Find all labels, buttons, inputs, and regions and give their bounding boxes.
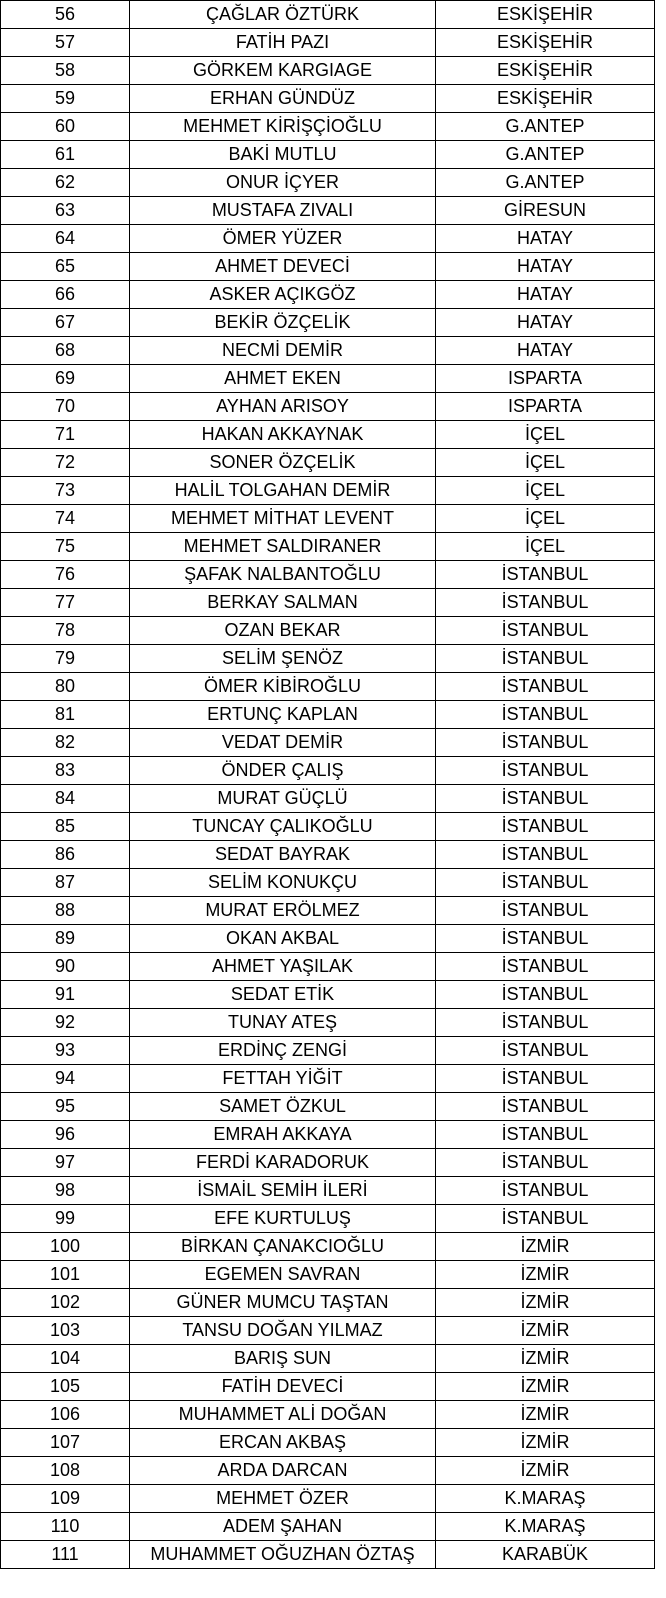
city-cell: K.MARAŞ [436, 1485, 655, 1513]
name-cell: ÖMER KİBİROĞLU [130, 673, 436, 701]
table-row [1, 1177, 655, 1205]
row-number-cell: 94 [1, 1065, 130, 1093]
row-number-cell: 67 [1, 309, 130, 337]
table-row [1, 1149, 655, 1177]
name-cell: FERDİ KARADORUK [130, 1149, 436, 1177]
city-cell: İSTANBUL [436, 813, 655, 841]
table-row [1, 421, 655, 449]
row-number-cell: 86 [1, 841, 130, 869]
name-cell: GÖRKEM KARGIAGE [130, 57, 436, 85]
table-row [1, 701, 655, 729]
name-cell: ADEM ŞAHAN [130, 1513, 436, 1541]
table-row [1, 1513, 655, 1541]
row-number-cell: 97 [1, 1149, 130, 1177]
table-row [1, 337, 655, 365]
row-number-cell: 79 [1, 645, 130, 673]
city-cell: İSTANBUL [436, 1149, 655, 1177]
name-cell: FATİH DEVECİ [130, 1373, 436, 1401]
name-cell: MUHAMMET OĞUZHAN ÖZTAŞ [130, 1541, 436, 1569]
table-row [1, 1121, 655, 1149]
row-number-cell: 85 [1, 813, 130, 841]
table-row [1, 1233, 655, 1261]
table-row [1, 1009, 655, 1037]
row-number-cell: 59 [1, 85, 130, 113]
city-cell: İSTANBUL [436, 1009, 655, 1037]
city-cell: İSTANBUL [436, 729, 655, 757]
name-cell: ERHAN GÜNDÜZ [130, 85, 436, 113]
city-cell: İÇEL [436, 449, 655, 477]
name-cell: SEDAT BAYRAK [130, 841, 436, 869]
city-cell: İSTANBUL [436, 1121, 655, 1149]
row-number-cell: 83 [1, 757, 130, 785]
row-number-cell: 78 [1, 617, 130, 645]
row-number-cell: 99 [1, 1205, 130, 1233]
name-cell: SELİM ŞENÖZ [130, 645, 436, 673]
row-number-cell: 65 [1, 253, 130, 281]
name-cell: SEDAT ETİK [130, 981, 436, 1009]
row-number-cell: 84 [1, 785, 130, 813]
row-number-cell: 56 [1, 1, 130, 29]
city-cell: İSTANBUL [436, 897, 655, 925]
row-number-cell: 103 [1, 1317, 130, 1345]
city-cell: HATAY [436, 225, 655, 253]
row-number-cell: 96 [1, 1121, 130, 1149]
row-number-cell: 76 [1, 561, 130, 589]
table-row [1, 589, 655, 617]
city-cell: İSTANBUL [436, 925, 655, 953]
name-cell: ERCAN AKBAŞ [130, 1429, 436, 1457]
row-number-cell: 92 [1, 1009, 130, 1037]
city-cell: İSTANBUL [436, 617, 655, 645]
row-number-cell: 69 [1, 365, 130, 393]
name-cell: TUNAY ATEŞ [130, 1009, 436, 1037]
name-cell: MUSTAFA ZIVALI [130, 197, 436, 225]
city-cell: HATAY [436, 309, 655, 337]
name-cell: FETTAH YİĞİT [130, 1065, 436, 1093]
table-row [1, 197, 655, 225]
name-cell: GÜNER MUMCU TAŞTAN [130, 1289, 436, 1317]
row-number-cell: 82 [1, 729, 130, 757]
table-row [1, 393, 655, 421]
city-cell: G.ANTEP [436, 141, 655, 169]
row-number-cell: 63 [1, 197, 130, 225]
city-cell: İSTANBUL [436, 645, 655, 673]
table-row [1, 281, 655, 309]
name-cell: MEHMET MİTHAT LEVENT [130, 505, 436, 533]
row-number-cell: 89 [1, 925, 130, 953]
row-number-cell: 87 [1, 869, 130, 897]
city-cell: K.MARAŞ [436, 1513, 655, 1541]
row-number-cell: 72 [1, 449, 130, 477]
city-cell: G.ANTEP [436, 169, 655, 197]
row-number-cell: 74 [1, 505, 130, 533]
name-cell: BEKİR ÖZÇELİK [130, 309, 436, 337]
name-cell: HAKAN AKKAYNAK [130, 421, 436, 449]
table-row [1, 841, 655, 869]
table-row [1, 477, 655, 505]
table-row [1, 953, 655, 981]
table-row [1, 1373, 655, 1401]
table-row [1, 169, 655, 197]
row-number-cell: 102 [1, 1289, 130, 1317]
row-number-cell: 61 [1, 141, 130, 169]
row-number-cell: 88 [1, 897, 130, 925]
city-cell: İÇEL [436, 533, 655, 561]
city-cell: İSTANBUL [436, 981, 655, 1009]
city-cell: İÇEL [436, 505, 655, 533]
city-cell: KARABÜK [436, 1541, 655, 1569]
name-cell: İSMAİL SEMİH İLERİ [130, 1177, 436, 1205]
name-cell: AYHAN ARISOY [130, 393, 436, 421]
city-cell: İZMİR [436, 1373, 655, 1401]
table-row [1, 617, 655, 645]
table-row [1, 1261, 655, 1289]
roster-body [1, 1, 655, 1569]
city-cell: İSTANBUL [436, 1205, 655, 1233]
name-cell: ERTUNÇ KAPLAN [130, 701, 436, 729]
row-number-cell: 107 [1, 1429, 130, 1457]
name-cell: ONUR İÇYER [130, 169, 436, 197]
name-cell: AHMET DEVECİ [130, 253, 436, 281]
table-row [1, 897, 655, 925]
city-cell: İZMİR [436, 1317, 655, 1345]
row-number-cell: 95 [1, 1093, 130, 1121]
row-number-cell: 57 [1, 29, 130, 57]
city-cell: İSTANBUL [436, 1065, 655, 1093]
name-cell: ASKER AÇIKGÖZ [130, 281, 436, 309]
table-row [1, 1205, 655, 1233]
row-number-cell: 66 [1, 281, 130, 309]
name-cell: FATİH PAZI [130, 29, 436, 57]
city-cell: İSTANBUL [436, 1037, 655, 1065]
row-number-cell: 71 [1, 421, 130, 449]
row-number-cell: 62 [1, 169, 130, 197]
table-row [1, 253, 655, 281]
table-row [1, 561, 655, 589]
row-number-cell: 70 [1, 393, 130, 421]
row-number-cell: 73 [1, 477, 130, 505]
table-row [1, 1485, 655, 1513]
city-cell: İZMİR [436, 1261, 655, 1289]
table-row [1, 505, 655, 533]
name-cell: ŞAFAK NALBANTOĞLU [130, 561, 436, 589]
row-number-cell: 100 [1, 1233, 130, 1261]
row-number-cell: 101 [1, 1261, 130, 1289]
table-row [1, 981, 655, 1009]
name-cell: MEHMET ÖZER [130, 1485, 436, 1513]
name-cell: EMRAH AKKAYA [130, 1121, 436, 1149]
table-row [1, 1, 655, 29]
table-row [1, 1093, 655, 1121]
city-cell: ESKİŞEHİR [436, 1, 655, 29]
city-cell: İÇEL [436, 421, 655, 449]
city-cell: İZMİR [436, 1289, 655, 1317]
row-number-cell: 81 [1, 701, 130, 729]
table-row [1, 925, 655, 953]
name-cell: ARDA DARCAN [130, 1457, 436, 1485]
table-row [1, 729, 655, 757]
table-row [1, 225, 655, 253]
name-cell: AHMET YAŞILAK [130, 953, 436, 981]
name-cell: VEDAT DEMİR [130, 729, 436, 757]
table-row [1, 869, 655, 897]
row-number-cell: 104 [1, 1345, 130, 1373]
table-row [1, 1457, 655, 1485]
table-row [1, 29, 655, 57]
city-cell: İSTANBUL [436, 1177, 655, 1205]
table-row [1, 645, 655, 673]
row-number-cell: 68 [1, 337, 130, 365]
city-cell: İSTANBUL [436, 1093, 655, 1121]
table-row [1, 1345, 655, 1373]
city-cell: HATAY [436, 253, 655, 281]
name-cell: EGEMEN SAVRAN [130, 1261, 436, 1289]
name-cell: ÖMER YÜZER [130, 225, 436, 253]
table-row [1, 533, 655, 561]
city-cell: İSTANBUL [436, 701, 655, 729]
name-cell: BARIŞ SUN [130, 1345, 436, 1373]
name-cell: OZAN BEKAR [130, 617, 436, 645]
name-cell: SONER ÖZÇELİK [130, 449, 436, 477]
name-cell: MEHMET KİRİŞÇİOĞLU [130, 113, 436, 141]
row-number-cell: 109 [1, 1485, 130, 1513]
name-cell: HALİL TOLGAHAN DEMİR [130, 477, 436, 505]
table-row [1, 673, 655, 701]
name-cell: MEHMET SALDIRANER [130, 533, 436, 561]
name-cell: MUHAMMET ALİ DOĞAN [130, 1401, 436, 1429]
name-cell: TUNCAY ÇALIKOĞLU [130, 813, 436, 841]
name-cell: SELİM KONUKÇU [130, 869, 436, 897]
name-cell: BAKİ MUTLU [130, 141, 436, 169]
name-cell: MURAT ERÖLMEZ [130, 897, 436, 925]
table-row [1, 785, 655, 813]
city-cell: İSTANBUL [436, 589, 655, 617]
city-cell: İSTANBUL [436, 757, 655, 785]
city-cell: İSTANBUL [436, 841, 655, 869]
row-number-cell: 110 [1, 1513, 130, 1541]
row-number-cell: 108 [1, 1457, 130, 1485]
city-cell: ESKİŞEHİR [436, 57, 655, 85]
name-cell: SAMET ÖZKUL [130, 1093, 436, 1121]
name-cell: ERDİNÇ ZENGİ [130, 1037, 436, 1065]
row-number-cell: 111 [1, 1541, 130, 1569]
city-cell: HATAY [436, 281, 655, 309]
table-row [1, 365, 655, 393]
row-number-cell: 77 [1, 589, 130, 617]
table-row [1, 113, 655, 141]
name-cell: BİRKAN ÇANAKCIOĞLU [130, 1233, 436, 1261]
city-cell: HATAY [436, 337, 655, 365]
name-cell: AHMET EKEN [130, 365, 436, 393]
city-cell: İSTANBUL [436, 673, 655, 701]
name-cell: EFE KURTULUŞ [130, 1205, 436, 1233]
name-cell: OKAN AKBAL [130, 925, 436, 953]
name-cell: ÇAĞLAR ÖZTÜRK [130, 1, 436, 29]
row-number-cell: 58 [1, 57, 130, 85]
table-row [1, 757, 655, 785]
name-cell: NECMİ DEMİR [130, 337, 436, 365]
table-row [1, 57, 655, 85]
table-row [1, 309, 655, 337]
city-cell: ISPARTA [436, 365, 655, 393]
row-number-cell: 91 [1, 981, 130, 1009]
city-cell: G.ANTEP [436, 113, 655, 141]
name-cell: TANSU DOĞAN YILMAZ [130, 1317, 436, 1345]
city-cell: İSTANBUL [436, 561, 655, 589]
table-row [1, 1541, 655, 1569]
name-cell: MURAT GÜÇLÜ [130, 785, 436, 813]
row-number-cell: 64 [1, 225, 130, 253]
row-number-cell: 90 [1, 953, 130, 981]
table-row [1, 141, 655, 169]
row-number-cell: 75 [1, 533, 130, 561]
city-cell: İZMİR [436, 1233, 655, 1261]
city-cell: İZMİR [436, 1401, 655, 1429]
city-cell: İZMİR [436, 1345, 655, 1373]
table-row [1, 1317, 655, 1345]
row-number-cell: 60 [1, 113, 130, 141]
row-number-cell: 93 [1, 1037, 130, 1065]
row-number-cell: 105 [1, 1373, 130, 1401]
row-number-cell: 80 [1, 673, 130, 701]
city-cell: ESKİŞEHİR [436, 85, 655, 113]
city-cell: İÇEL [436, 477, 655, 505]
city-cell: İZMİR [436, 1457, 655, 1485]
table-row [1, 449, 655, 477]
city-cell: ISPARTA [436, 393, 655, 421]
table-row [1, 1037, 655, 1065]
name-cell: ÖNDER ÇALIŞ [130, 757, 436, 785]
city-cell: İSTANBUL [436, 953, 655, 981]
table-row [1, 1401, 655, 1429]
table-row [1, 1429, 655, 1457]
city-cell: ESKİŞEHİR [436, 29, 655, 57]
city-cell: İSTANBUL [436, 869, 655, 897]
row-number-cell: 106 [1, 1401, 130, 1429]
city-cell: İZMİR [436, 1429, 655, 1457]
row-number-cell: 98 [1, 1177, 130, 1205]
table-row [1, 813, 655, 841]
table-row [1, 1289, 655, 1317]
table-row [1, 85, 655, 113]
city-cell: İSTANBUL [436, 785, 655, 813]
table-row [1, 1065, 655, 1093]
city-cell: GİRESUN [436, 197, 655, 225]
name-cell: BERKAY SALMAN [130, 589, 436, 617]
